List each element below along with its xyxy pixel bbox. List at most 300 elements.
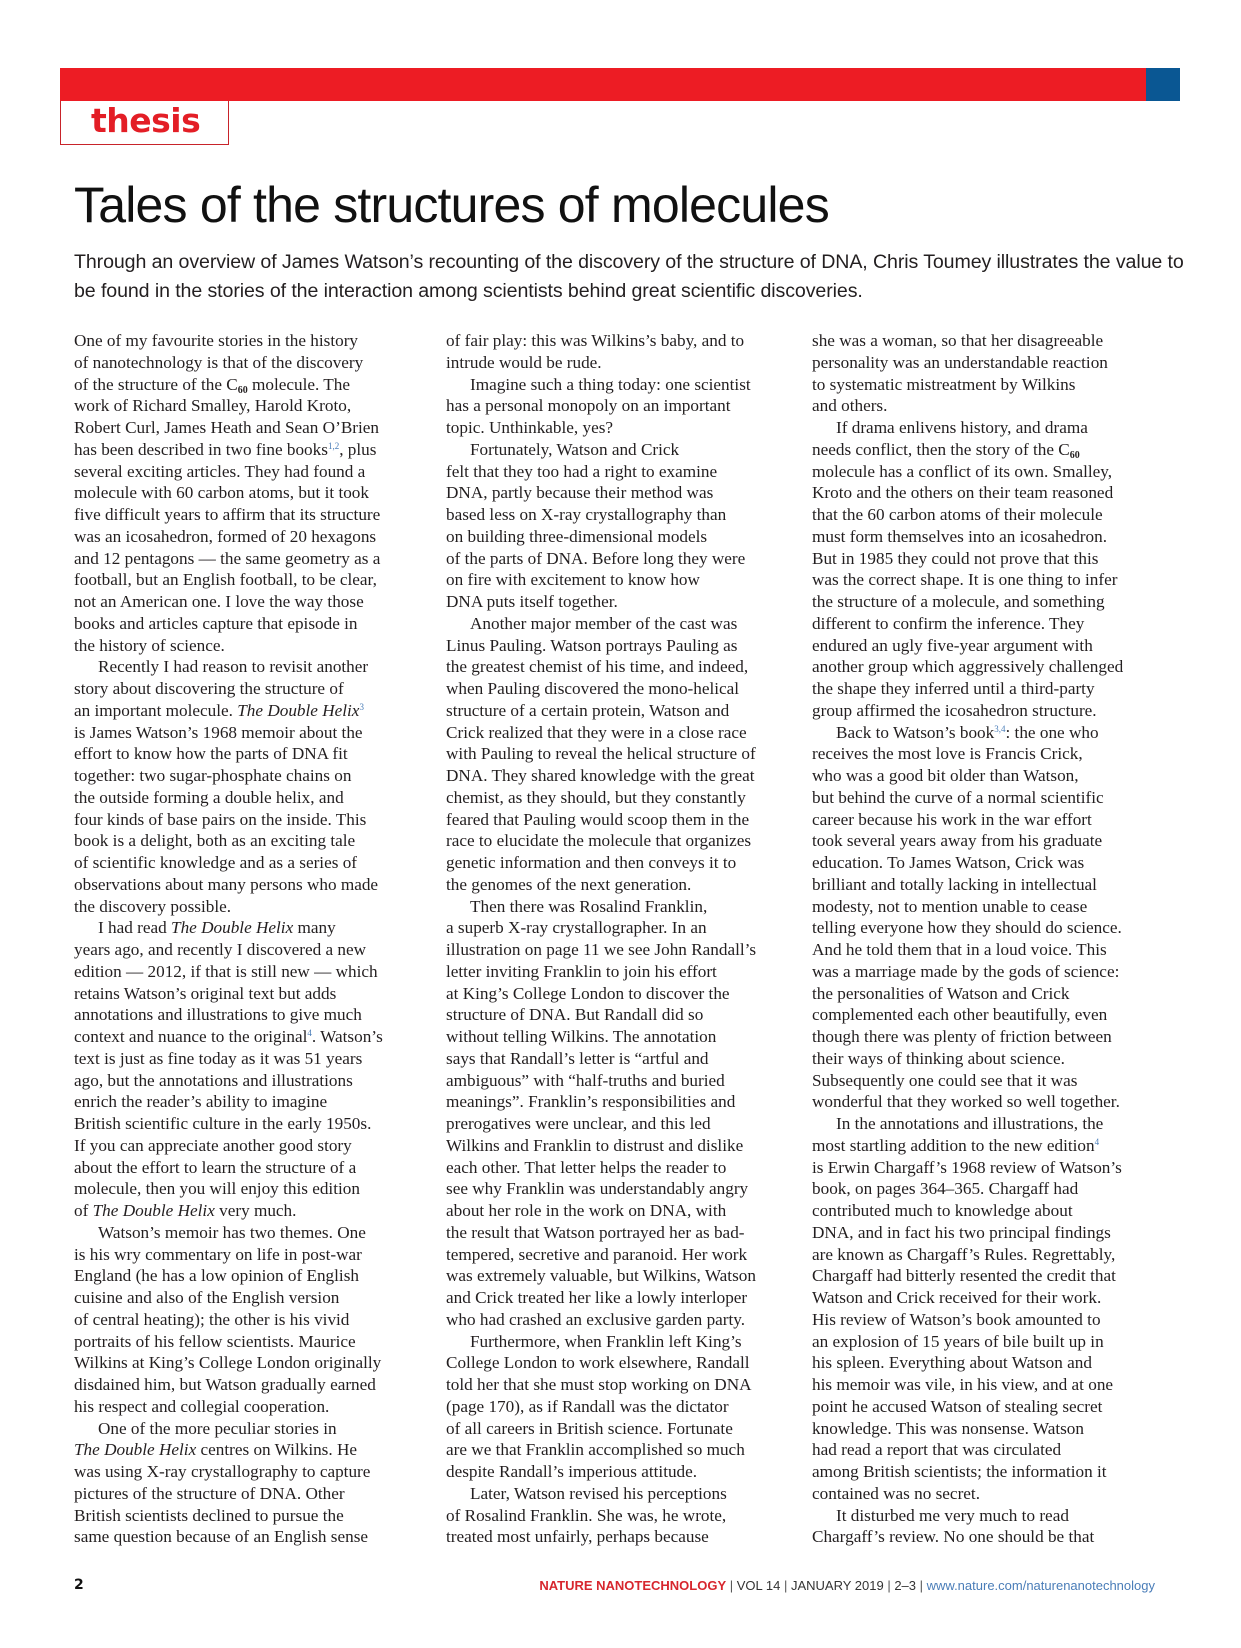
line-text: together: two sugar-phosphate chains on: [74, 766, 352, 785]
text-line: [74, 330, 424, 352]
line-text: wonderful that they worked so well together.: [812, 1092, 1120, 1112]
text-line: [812, 1331, 1162, 1353]
line-text: And he told them that in a loud voice. This: [812, 940, 1107, 959]
line-text: his respect and collegial cooperation.: [74, 1396, 330, 1416]
line-text: . Watson’s: [311, 1027, 383, 1046]
text-line: [74, 1483, 424, 1505]
text-line: [812, 330, 1162, 352]
line-text: Wilkins at King’s College London originally: [74, 1353, 382, 1373]
line-text: the discovery possible.: [74, 896, 232, 916]
article-standfirst: Through an overview of James Watson’s recounting of the discovery of the structure of DNA, Chris Toumey illustrates the value to be found in the stories of the interaction among scientists behind great scientific discoveries.: [74, 251, 1184, 302]
line-text: personality was an understandable reaction: [812, 352, 1108, 372]
line-text: has been described in two fine books: [74, 439, 328, 459]
line-text: meanings”. Franklin’s responsibilities and: [446, 1092, 736, 1112]
text-line: [74, 765, 424, 787]
journal-url-link[interactable]: www.nature.com/naturenanotechnology: [926, 1578, 1155, 1593]
line-text: edition — 2012, if that is still new — which: [74, 961, 378, 981]
text-line: [446, 330, 796, 352]
line-text: education. To James Watson, Crick was: [812, 853, 1085, 872]
text-line: [446, 352, 796, 374]
text-line: [812, 1113, 1162, 1135]
line-text: treated most unfairly, perhaps because: [446, 1527, 709, 1547]
body-column-3: [812, 330, 1162, 1548]
line-text: same question because of an English sense: [74, 1527, 369, 1547]
text-line: [446, 852, 796, 874]
text-line: [446, 374, 796, 396]
text-line: [74, 461, 424, 483]
text-line: [446, 591, 796, 613]
text-line: [812, 395, 1162, 417]
line-text: each other. That letter helps the reader to: [446, 1157, 727, 1177]
book-title: The Double Helix: [74, 1440, 197, 1460]
line-text: who had crashed an exclusive garden party.: [446, 1309, 746, 1329]
text-line: [446, 1331, 796, 1353]
line-text: If you can appreciate another good story: [74, 1135, 352, 1155]
text-line: [446, 1418, 796, 1440]
text-line: [446, 917, 796, 939]
line-text: of: [74, 1201, 93, 1220]
text-line: [446, 1113, 796, 1135]
line-text: knowledge. This was nonsense. Watson: [812, 1418, 1084, 1438]
text-line: [74, 1374, 424, 1396]
line-text: book is a delight, both as an exciting tale: [74, 831, 356, 851]
line-text: not an American one. I love the way those: [74, 592, 364, 611]
line-text: DNA puts itself together.: [446, 592, 618, 611]
line-text: felt that they too had a right to examine: [446, 461, 718, 481]
text-line: [812, 874, 1162, 896]
line-text: Then there was Rosalind Franklin,: [470, 896, 708, 916]
text-line: [74, 613, 424, 635]
text-line: [74, 526, 424, 548]
text-line: [446, 1265, 796, 1287]
line-text: molecule, then you will enjoy this edition: [74, 1179, 360, 1199]
line-text: Watson and Crick received for their work.: [812, 1288, 1102, 1307]
line-text: is his wry commentary on life in post-war: [74, 1244, 362, 1264]
text-line: [74, 722, 424, 744]
text-line: [446, 787, 796, 809]
line-text: the structure of a molecule, and something: [812, 592, 1105, 611]
line-text: another group which aggressively challenged: [812, 657, 1124, 677]
line-text: structure of a certain protein, Watson and: [446, 700, 730, 720]
line-text: took several years away from his graduate: [812, 831, 1103, 851]
text-line: [812, 1287, 1162, 1309]
line-text: five difficult years to affirm that its structure: [74, 505, 381, 524]
header-blue-block: [1146, 68, 1180, 101]
reference-link[interactable]: 3,4: [994, 723, 1006, 734]
text-line: [812, 1309, 1162, 1331]
section-label: thesis: [91, 101, 201, 140]
reference-link[interactable]: 4: [307, 1028, 312, 1038]
text-line: [446, 961, 796, 983]
line-text: : the one who: [1005, 722, 1099, 742]
reference-link[interactable]: 1,2: [327, 440, 340, 451]
text-line: [74, 374, 424, 396]
text-line: [446, 1200, 796, 1222]
line-text: structure of DNA. But Randall did so: [446, 1005, 704, 1025]
line-text: retains Watson’s original text but adds: [74, 983, 337, 1003]
text-line: [446, 526, 796, 548]
text-line: [812, 374, 1162, 396]
text-line: [446, 939, 796, 961]
text-line: [74, 678, 424, 700]
line-text: his memoir was vile, in his view, and at one: [812, 1375, 1114, 1394]
line-text: Imagine such a thing today: one scientist: [470, 374, 751, 394]
text-line: [812, 939, 1162, 961]
book-title: The Double Helix: [171, 918, 294, 938]
text-line: [812, 1070, 1162, 1092]
line-text: says that Randall’s letter is “artful and: [446, 1048, 709, 1068]
line-text: Robert Curl, James Heath and Sean O’Brien: [74, 418, 380, 437]
text-line: [74, 482, 424, 504]
text-line: [74, 743, 424, 765]
line-text: must form themselves into an icosahedron.: [812, 526, 1107, 546]
line-text: Subsequently one could see that it was: [812, 1070, 1078, 1090]
line-text: has a personal monopoly on an important: [446, 396, 731, 416]
line-text: cuisine and also of the English version: [74, 1288, 340, 1307]
text-line: [446, 548, 796, 570]
line-text: the history of science.: [74, 635, 225, 655]
line-text: contained was no secret.: [812, 1483, 980, 1503]
text-line: [74, 1331, 424, 1353]
text-line: [74, 395, 424, 417]
line-text: is James Watson’s 1968 memoir about the: [74, 722, 363, 742]
line-text: genetic information and then conveys it to: [446, 853, 737, 872]
text-line: [74, 1439, 424, 1461]
text-line: [74, 1026, 424, 1048]
reference-link[interactable]: 3: [359, 701, 364, 712]
line-text: the shape they inferred until a third-party: [812, 679, 1095, 698]
line-text: the outside forming a double helix, and: [74, 787, 344, 807]
separator: |: [780, 1578, 791, 1593]
separator: |: [726, 1578, 737, 1593]
line-text: Recently I had reason to revisit another: [98, 657, 369, 677]
line-text: receives the most love is Francis Crick,: [812, 744, 1083, 764]
line-text: pictures of the structure of DNA. Other: [74, 1483, 345, 1503]
line-text: His review of Watson’s book amounted to: [812, 1309, 1101, 1329]
line-text: (page 170), as if Randall was the dictator: [446, 1396, 729, 1416]
line-text: point he accused Watson of stealing secret: [812, 1396, 1103, 1416]
text-line: [446, 1505, 796, 1527]
line-text: on fire with excitement to know how: [446, 570, 700, 590]
text-line: [446, 613, 796, 635]
text-line: [74, 569, 424, 591]
text-line: [74, 1505, 424, 1527]
line-text: books and articles capture that episode in: [74, 613, 358, 633]
text-line: [446, 874, 796, 896]
line-text: who was a good bit older than Watson,: [812, 766, 1079, 785]
text-line: [446, 809, 796, 831]
text-line: [446, 569, 796, 591]
line-text: Another major member of the cast was: [470, 613, 738, 633]
line-text: was extremely valuable, but Wilkins, Watson: [446, 1266, 756, 1286]
text-line: [446, 1461, 796, 1483]
line-text: effort to know how the parts of DNA fit: [74, 744, 348, 764]
line-text: modesty, not to mention unable to cease: [812, 896, 1088, 916]
text-line: [446, 1374, 796, 1396]
text-line: [74, 1178, 424, 1200]
text-line: [812, 852, 1162, 874]
line-text: disdained him, but Watson gradually earned: [74, 1375, 376, 1394]
text-line: [812, 1004, 1162, 1026]
text-line: [812, 591, 1162, 613]
line-text: contributed much to knowledge about: [812, 1201, 1073, 1220]
text-line: [446, 1004, 796, 1026]
text-line: [74, 439, 424, 461]
line-text: career because his work in the war effort: [812, 809, 1092, 829]
line-text: College London to work elsewhere, Randall: [446, 1353, 750, 1373]
line-text: the personalities of Watson and Crick: [812, 983, 1070, 1003]
text-line: [446, 700, 796, 722]
line-text: illustration on page 11 we see John Randall’s: [446, 940, 757, 959]
line-text: his spleen. Everything about Watson and: [812, 1353, 1092, 1373]
line-text: DNA, and in fact his two principal findings: [812, 1222, 1111, 1242]
text-line: [74, 1352, 424, 1374]
text-line: [812, 896, 1162, 918]
text-line: [446, 743, 796, 765]
line-text: many: [293, 918, 336, 938]
line-text: portraits of his fellow scientists. Maurice: [74, 1331, 356, 1351]
subscript: 60: [237, 384, 248, 396]
line-text: of central heating); the other is his vivid: [74, 1309, 350, 1329]
text-line: [446, 1091, 796, 1113]
line-text: Watson’s memoir has two themes. One: [98, 1222, 366, 1242]
line-text: One of the more peculiar stories in: [98, 1418, 337, 1438]
text-line: [812, 1135, 1162, 1157]
text-line: [74, 1200, 424, 1222]
text-line: [812, 830, 1162, 852]
line-text: was the correct shape. It is one thing to infer: [812, 570, 1118, 590]
text-line: [812, 1222, 1162, 1244]
line-text: is Erwin Chargaff’s 1968 review of Watson’s: [812, 1157, 1122, 1177]
line-text: most startling addition to the new edition: [812, 1135, 1095, 1155]
line-text: an explosion of 15 years of bile built up in: [812, 1331, 1104, 1351]
text-line: [812, 765, 1162, 787]
text-line: [812, 352, 1162, 374]
section-tag: [60, 101, 229, 145]
line-text: and 12 pentagons — the same geometry as a: [74, 548, 381, 568]
text-line: [74, 1461, 424, 1483]
line-text: British scientists declined to pursue the: [74, 1505, 344, 1525]
journal-name: NATURE NANOTECHNOLOGY: [539, 1578, 727, 1593]
line-text: Furthermore, when Franklin left King’s: [470, 1331, 742, 1351]
line-text: see why Franklin was understandably angry: [446, 1179, 749, 1199]
text-line: [446, 1222, 796, 1244]
line-text: Crick realized that they were in a close race: [446, 722, 747, 742]
text-line: [74, 1091, 424, 1113]
text-line: [812, 656, 1162, 678]
page-range: 2–3: [894, 1578, 917, 1593]
line-text: to systematic mistreatment by Wilkins: [812, 374, 1076, 394]
text-line: [446, 656, 796, 678]
line-text: of all careers in British science. Fortunate: [446, 1418, 733, 1438]
header-red-bar: [60, 68, 1146, 101]
line-text: without telling Wilkins. The annotation: [446, 1027, 717, 1046]
text-line: [812, 678, 1162, 700]
text-line: [446, 635, 796, 657]
text-line: [446, 417, 796, 439]
text-line: [446, 1287, 796, 1309]
body-column-2: [446, 330, 796, 1548]
reference-link[interactable]: 4: [1094, 1136, 1100, 1147]
text-line: [812, 787, 1162, 809]
line-text: molecule has a conflict of its own. Smalley,: [812, 461, 1113, 481]
line-text: chemist, as they should, but they constantly: [446, 787, 746, 807]
text-line: [74, 852, 424, 874]
line-text: tempered, secretive and paranoid. Her work: [446, 1244, 748, 1264]
text-line: [446, 983, 796, 1005]
line-text: Chargaff’s review. No one should be that: [812, 1527, 1095, 1547]
text-line: [74, 504, 424, 526]
line-text: centres on Wilkins. He: [196, 1440, 358, 1460]
text-line: [74, 417, 424, 439]
text-line: [446, 678, 796, 700]
line-text: prerogatives were unclear, and this led: [446, 1114, 711, 1133]
text-line: [446, 765, 796, 787]
text-line: [446, 1526, 796, 1548]
text-line: [74, 896, 424, 918]
text-line: [74, 874, 424, 896]
line-text: observations about many persons who made: [74, 874, 379, 894]
line-text: annotations and illustrations to give much: [74, 1005, 362, 1025]
line-text: of the parts of DNA. Before long they were: [446, 548, 746, 568]
text-line: [74, 548, 424, 570]
text-line: [812, 1374, 1162, 1396]
line-text: but behind the curve of a normal scientific: [812, 787, 1104, 807]
text-line: [446, 1396, 796, 1418]
line-text: topic. Unthinkable, yes?: [446, 418, 614, 437]
line-text: enrich the reader’s ability to imagine: [74, 1092, 328, 1112]
line-text: though there was plenty of friction between: [812, 1027, 1112, 1046]
text-line: [812, 504, 1162, 526]
line-text: , plus: [339, 439, 377, 459]
line-text: years ago, and recently I discovered a new: [74, 940, 367, 959]
line-text: that the 60 carbon atoms of their molecule: [812, 505, 1103, 524]
book-title: The Double Helix: [237, 700, 360, 720]
text-line: [812, 1048, 1162, 1070]
subscript: 60: [1069, 449, 1080, 461]
text-line: [812, 1439, 1162, 1461]
line-text: was using X-ray crystallography to capture: [74, 1462, 371, 1481]
line-text: very much.: [214, 1201, 297, 1220]
text-line: [446, 1244, 796, 1266]
text-line: [812, 809, 1162, 831]
line-text: despite Randall’s imperious attitude.: [446, 1462, 698, 1481]
line-text: on building three-dimensional models: [446, 526, 708, 546]
line-text: different to confirm the inference. They: [812, 613, 1085, 633]
text-line: [446, 1483, 796, 1505]
line-text: with Pauling to reveal the helical structure of: [446, 744, 756, 764]
line-text: about her role in the work on DNA, with: [446, 1201, 727, 1220]
text-line: [446, 395, 796, 417]
line-text: endured an ugly five-year argument with: [812, 635, 1093, 655]
text-line: [74, 1244, 424, 1266]
line-text: Wilkins and Franklin to distrust and dislike: [446, 1135, 744, 1155]
line-text: told her that she must stop working on DNA: [446, 1375, 752, 1394]
text-line: [812, 1091, 1162, 1113]
text-line: [446, 1048, 796, 1070]
text-line: [812, 1244, 1162, 1266]
text-line: [74, 1287, 424, 1309]
text-line: [812, 743, 1162, 765]
footer-citation: [539, 1578, 1155, 1593]
text-line: [74, 1157, 424, 1179]
line-text: work of Richard Smalley, Harold Kroto,: [74, 396, 352, 416]
text-line: [74, 1113, 424, 1135]
text-line: [812, 722, 1162, 744]
text-line: [446, 482, 796, 504]
line-text: are known as Chargaff’s Rules. Regrettably,: [812, 1244, 1116, 1264]
line-text: the result that Watson portrayed her as bad-: [446, 1222, 745, 1242]
line-text: several exciting articles. They had found a: [74, 461, 366, 481]
line-text: at King’s College London to discover the: [446, 983, 730, 1003]
line-text: In the annotations and illustrations, the: [836, 1114, 1104, 1133]
article-title: Tales of the structures of molecules: [74, 177, 829, 233]
line-text: text is just as fine today as it was 51 years: [74, 1048, 363, 1068]
text-line: [812, 917, 1162, 939]
text-line: [446, 1352, 796, 1374]
text-line: [446, 461, 796, 483]
line-text: and others.: [812, 396, 888, 416]
line-text: and Crick treated her like a lowly interloper: [446, 1288, 748, 1307]
line-text: group affirmed the icosahedron structure.: [812, 700, 1097, 720]
line-text: of the structure of the C: [74, 374, 238, 394]
line-text: four kinds of base pairs on the inside. This: [74, 809, 367, 829]
text-line: [812, 548, 1162, 570]
text-line: [446, 722, 796, 744]
line-text: Chargaff had bitterly resented the credit that: [812, 1266, 1116, 1286]
line-text: of fair play: this was Wilkins’s baby, and to: [446, 331, 745, 350]
line-text: ago, but the annotations and illustrations: [74, 1070, 353, 1090]
text-line: [446, 1309, 796, 1331]
text-line: [446, 830, 796, 852]
line-text: Back to Watson’s book: [836, 722, 995, 742]
line-text: I had read: [98, 918, 172, 938]
line-text: she was a woman, so that her disagreeable: [812, 331, 1104, 350]
text-line: [74, 787, 424, 809]
line-text: But in 1985 they could not prove that this: [812, 548, 1099, 568]
text-line: [812, 1200, 1162, 1222]
line-text: their ways of thinking about science.: [812, 1048, 1065, 1068]
text-line: [74, 939, 424, 961]
text-line: [812, 1026, 1162, 1048]
text-line: [74, 1396, 424, 1418]
line-text: DNA, partly because their method was: [446, 483, 714, 503]
text-line: [74, 1418, 424, 1440]
line-text: It disturbed me very much to read: [836, 1505, 1069, 1525]
text-line: [812, 1483, 1162, 1505]
line-text: story about discovering the structure of: [74, 679, 344, 698]
text-line: [74, 700, 424, 722]
line-text: ambiguous” with “half-truths and buried: [446, 1070, 725, 1090]
line-text: England (he has a low opinion of English: [74, 1266, 359, 1286]
line-text: an important molecule.: [74, 700, 238, 720]
line-text: the greatest chemist of his time, and indeed,: [446, 657, 749, 677]
text-line: [812, 1352, 1162, 1374]
line-text: about the effort to learn the structure of a: [74, 1157, 357, 1177]
line-text: the genomes of the next generation.: [446, 874, 692, 894]
line-text: a superb X-ray crystallographer. In an: [446, 918, 707, 938]
line-text: context and nuance to the original: [74, 1027, 308, 1046]
issue-date: JANUARY 2019: [790, 1578, 884, 1593]
line-text: based less on X-ray crystallography than: [446, 505, 727, 524]
line-text: Later, Watson revised his perceptions: [470, 1483, 727, 1503]
line-text: was a marriage made by the gods of science:: [812, 961, 1120, 981]
page-number: 2: [74, 1577, 84, 1593]
text-line: [74, 1048, 424, 1070]
text-line: [446, 896, 796, 918]
line-text: intrude would be rude.: [446, 352, 602, 372]
text-line: [74, 917, 424, 939]
